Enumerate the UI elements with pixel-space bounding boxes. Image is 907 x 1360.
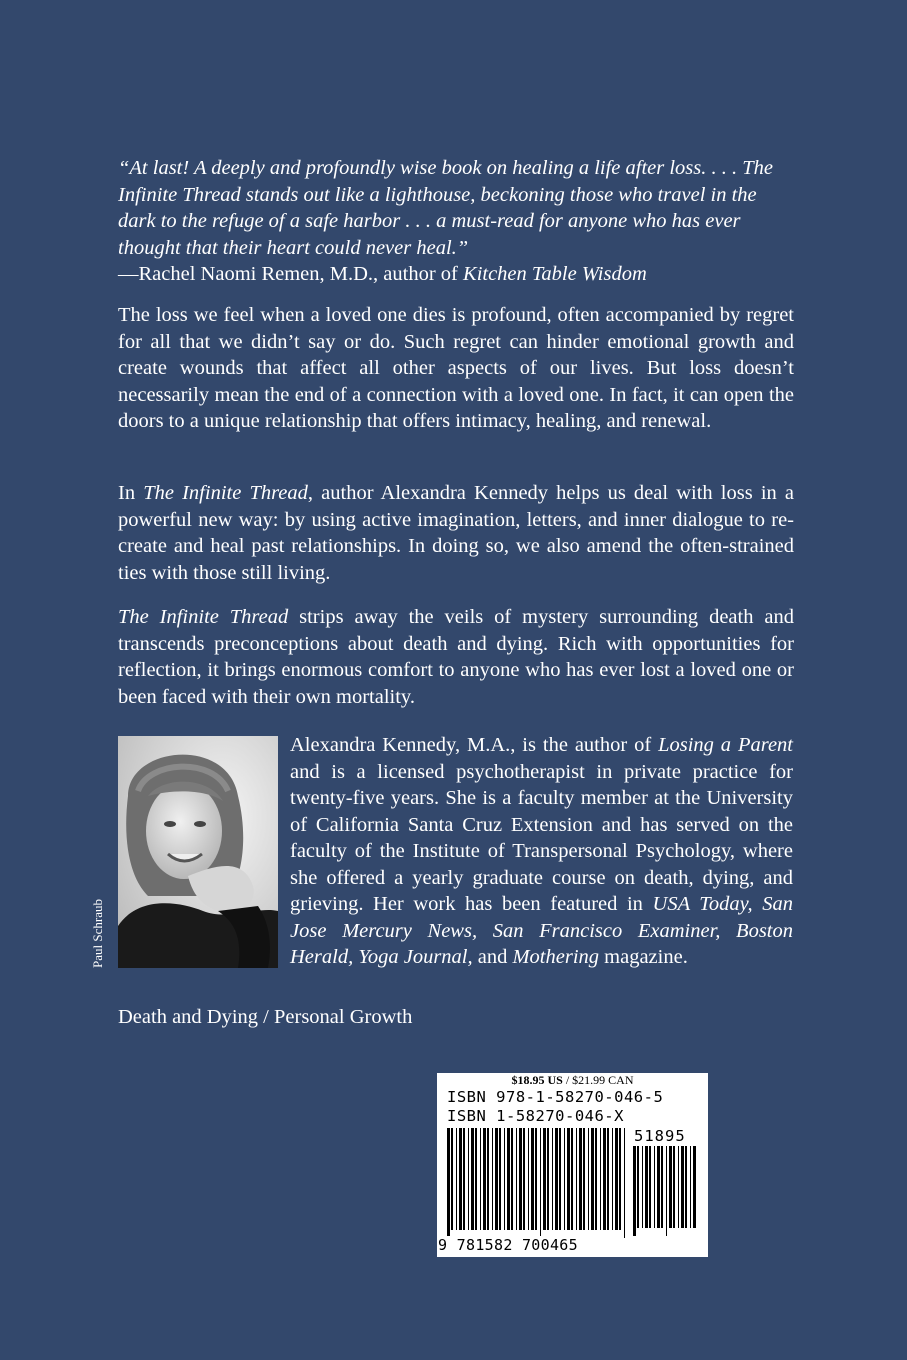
barcode-bar [591,1128,594,1230]
barcode-bar [535,1128,537,1230]
isbn-10: ISBN 1-58270-046-X [447,1107,624,1125]
barcode-bar [690,1146,691,1228]
barcode-bar [669,1146,672,1228]
barcode-bar [678,1146,679,1228]
barcode-bar [607,1128,609,1230]
barcode-bar [637,1146,639,1228]
barcode-bar [588,1128,589,1230]
barcode-bar [685,1146,687,1228]
barcode-bar [624,1128,625,1238]
book-title: The Infinite Thread [118,606,289,628]
barcode-bar [657,1146,660,1228]
author-book-title: Losing a Parent [658,734,793,756]
quote-attribution: —Rachel Naomi Remen, M.D., author of Kitchen Table Wisdom [118,263,647,285]
publication-name: Mothering [512,946,600,968]
barcode-bar [451,1128,453,1230]
description-paragraph-3: The Infinite Thread strips away the veils of mystery surrounding death and transcends preconceptions about death and dying. Rich with opportunities for reflection, it brings enormous comfort to anyone who has ever lost a loved one or been faced with their own mortality. [118,606,794,708]
barcode-bar [499,1128,501,1230]
barcode-bar [523,1128,525,1230]
book-title: The Infinite Thread [143,482,308,504]
barcode-bar [495,1128,498,1230]
barcode-bar [459,1128,462,1230]
barcode-bar [654,1146,655,1228]
barcode-bar [531,1128,534,1230]
barcode-bar [483,1128,486,1230]
description-paragraph-1: The loss we feel when a loved one dies is profound, often accompanied by regret for all that we didn’t say or do. Such regret can hinder emotional growth and create wounds that affect all other aspects of our lives. But loss doesn’t necessarily mean the end of a connection with a loved one. In fact, it can open the doors to a unique relationship that offers intimacy, healing, and renewal. [118,304,794,432]
price-addon-number: 51895 [634,1127,686,1145]
quote-attribution-book: Kitchen Table Wisdom [463,263,647,285]
quote-text: “At last! A deeply and profoundly wise book on healing a life after loss. . . . The Infinite Thread stands out like a lighthouse, beckoning those who travel in the dark to the refuge of a safe harbor . . . a must-read for anyone who has ever thought that their heart could never heal.” [118,157,774,259]
description-paragraph-2: In The Infinite Thread, author Alexandra Kennedy helps us deal with loss in a powerful new way: by using active imagination, letters, and inner dialogue to re-create and heal past relationships. In doing so, we also amend the often-strained ties with those still living. [118,482,794,584]
price-line: $18.95 US / $21.99 CAN [511,1073,634,1087]
barcode-panel [437,1073,708,1257]
barcode-bar [571,1128,573,1230]
barcode-bar [661,1146,663,1228]
photo-credit: Paul Schraub [90,899,105,968]
barcode-bar [555,1128,558,1230]
barcode-bar [619,1128,621,1230]
ean-number: 9 781582 700465 [438,1236,578,1254]
barcode-bar [528,1128,529,1230]
publications-list: USA Today, San Jose Mercury News, San Francisco Examiner, Boston Herald, Yoga Journal, [290,893,794,968]
author-photo [118,736,278,968]
barcode-bar [480,1128,481,1230]
barcode-bar [642,1146,643,1228]
barcode-bar [603,1128,606,1230]
barcode-bar [516,1128,517,1230]
barcode-bar [519,1128,522,1230]
isbn-13: ISBN 978-1-58270-046-5 [447,1088,664,1106]
barcode-bar [447,1128,450,1238]
barcode-bar [559,1128,561,1230]
barcode-bar [649,1146,651,1228]
barcode-bar [463,1128,465,1230]
barcode-bar [564,1128,565,1230]
barcode-bar [633,1146,636,1236]
barcode-bar [693,1146,696,1228]
ean-barcode [447,1128,629,1238]
barcode-bar [615,1128,618,1230]
barcode-bar [583,1128,585,1230]
barcode-bar [475,1128,477,1230]
book-category: Death and Dying / Personal Growth [118,1006,413,1028]
barcode-bar [547,1128,549,1230]
barcode-bar [492,1128,493,1230]
barcode-bar [576,1128,577,1230]
barcode-bar [487,1128,489,1230]
barcode-bar [456,1128,457,1230]
price-us: $18.95 US [511,1073,563,1087]
barcode-bar [600,1128,601,1230]
barcode-bar [673,1146,675,1228]
barcode-bar [681,1146,684,1228]
price-can: $21.99 CAN [572,1073,634,1087]
barcode-bar [552,1128,553,1230]
barcode-bar [468,1128,469,1230]
author-bio: Alexandra Kennedy, M.A., is the author of Losing a Parent and is a licensed psychotherapist in private practice for twenty-five years. She is a faculty member at the University of California Santa Cruz Extension and has served on the faculty of the Institute of Transpersonal Psychology, where she offered a yearly graduate course on death, dying, and grieving. Her work has been featured in USA Today, San Jose Mercury News, San Francisco Examiner, Boston Herald, Yoga Journal, and Mothering magazine. [290,734,794,968]
barcode-bar [579,1128,582,1230]
barcode-bar [543,1128,546,1230]
barcode-bar [595,1128,597,1230]
barcode-bar [666,1146,667,1236]
barcode-bar [612,1128,613,1230]
barcode-bar [511,1128,513,1230]
barcode-bar [540,1128,541,1238]
endorsement-quote [118,155,794,288]
barcode-bar [567,1128,570,1230]
barcode-bar [507,1128,510,1230]
addon-barcode [633,1146,699,1236]
barcode-bar [471,1128,474,1230]
barcode-bar [645,1146,648,1228]
barcode-bar [504,1128,505,1230]
